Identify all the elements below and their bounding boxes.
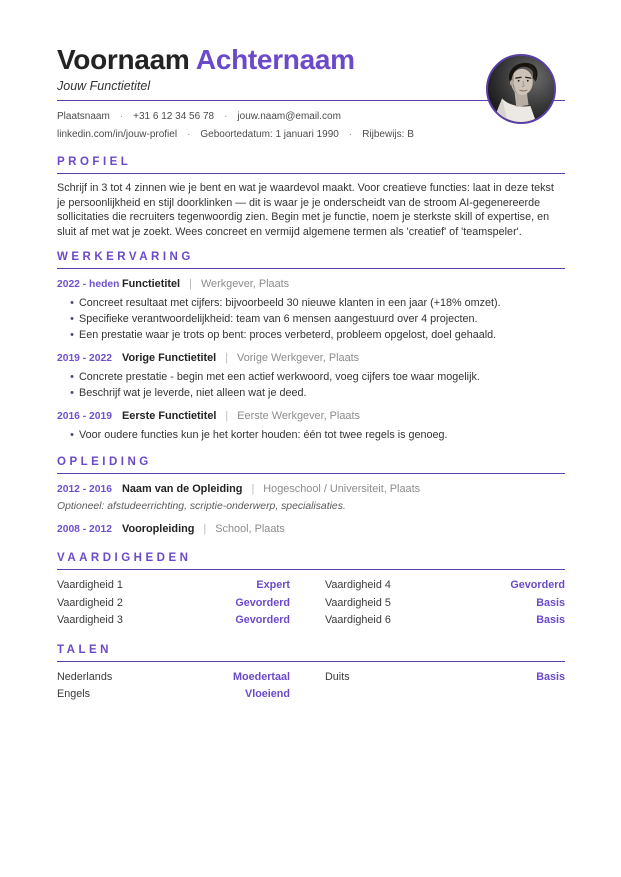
entry-dates: 2019 - 2022 [57,353,112,365]
bullet-icon: • [70,313,74,326]
bullet-list [57,427,565,443]
section-divider [57,569,565,570]
skill-name: Vaardigheid 3 [57,614,123,627]
entry-dates: 2016 - 2019 [57,411,112,423]
section-talen [57,644,565,704]
bullet-text: Concreet resultaat met cijfers: bijvoorbeeld 30 nieuwe klanten in een jaar (+18% omzet). [79,297,501,310]
languages-grid [57,669,565,704]
dot-separator: · [187,129,191,140]
entry-company: Eerste Werkgever, Plaats [237,410,360,423]
bullet-icon: • [70,329,74,342]
section-title-talen: TALEN [57,643,112,656]
bullet-text: Voor oudere functies kun je het korter houden: één tot twee regels is genoeg. [79,429,448,442]
list-item [57,295,565,311]
work-entry-header [57,352,565,365]
pipe-separator: | [189,278,192,291]
language-level: Vloeiend [245,688,290,701]
entry-job-title: Functietitel [122,278,181,291]
dot-separator: · [119,111,124,122]
skill-name: Vaardigheid 4 [325,579,391,592]
dot-separator: · [348,129,353,140]
entry-dates: 2012 - 2016 [57,484,112,496]
skills-row [57,577,565,595]
bullet-text: Specifieke verantwoordelijkheid: team van 6 mensen aangestuurd over 4 projecten. [79,313,478,326]
last-name: Achternaam [195,44,355,75]
list-item [57,427,565,443]
pipe-separator: | [225,352,229,365]
work-entry-header [57,278,565,291]
education-entry-header [57,523,565,536]
entry-dates: 2022 - heden [57,279,120,291]
skill-name: Vaardigheid 5 [325,596,391,609]
entry-degree: Naam van de Opleiding [122,483,243,496]
contact-line-1 [57,108,565,126]
bullet-text: Beschrijf wat je leverde, niet alleen wat je deed. [79,387,307,400]
language-level: Moedertaal [233,670,290,683]
bullet-text: Concrete prestatie - begin met een actief werkwoord, voeg cijfers toe waar mogelijk. [79,371,480,384]
bullet-icon: • [70,371,74,384]
work-entry [57,352,565,401]
entry-company: Vorige Werkgever, Plaats [237,352,360,365]
work-entry [57,278,565,343]
section-title-opleiding: OPLEIDING [57,456,152,469]
bullet-icon: • [70,387,74,400]
language-row [57,686,565,704]
skill-level: Basis [536,596,565,609]
skill-name: Vaardigheid 1 [57,579,123,592]
section-title-vaardigheden: VAARDIGHEDEN [57,552,192,565]
section-divider [57,173,565,174]
section-profiel [57,156,565,239]
bullet-list [57,369,565,401]
entry-dates: 2008 - 2012 [57,524,112,536]
skills-grid [57,577,565,630]
list-item [57,311,565,327]
language-name: Nederlands [57,670,113,683]
list-item [57,369,565,385]
skills-row [57,612,565,630]
work-entry [57,410,565,443]
email-link[interactable]: jouw.naam@email.com [237,111,341,122]
location: Plaatsnaam [57,111,110,122]
section-title-werkervaring: WERKERVARING [57,251,194,264]
work-entry-header [57,410,565,423]
skill-level: Gevorderd [235,596,290,609]
contact-block [57,108,565,144]
first-name: Voornaam [57,44,190,75]
profile-photo [486,54,556,124]
list-item [57,385,565,401]
bullet-icon: • [70,429,74,442]
drivers-license: Rijbewijs: B [362,129,414,140]
birthdate: Geboortedatum: 1 januari 1990 [200,129,339,140]
section-divider [57,268,565,269]
entry-company: Werkgever, Plaats [200,278,290,291]
skill-level: Gevorderd [510,579,565,592]
linkedin-link[interactable]: linkedin.com/in/jouw-profiel [57,129,178,140]
entry-job-title: Vorige Functietitel [122,352,217,365]
language-name: Engels [57,688,91,701]
skill-name: Vaardigheid 6 [325,614,391,627]
section-opleiding [57,456,565,536]
pipe-separator: | [225,410,229,423]
page-title [57,46,565,74]
entry-job-title: Eerste Functietitel [122,410,217,423]
skill-name: Vaardigheid 2 [57,596,123,609]
profile-summary: Schrijf in 3 tot 4 zinnen wie je bent en wat je waardevol maakt. Voor creatieve functies: laat in deze tekst je persoonlijkheid en stijl doorklinken — dit is waar je je onderscheidt van de stroom AI-gegenereerde sollicitaties die recruiters tegenwoordig zien. Begin met je functie, noem je sterkste skill of expertise, en sluit af met wat je zoekt. Wees concreet en vermijd algemene termen als 'creatief' of 'teamspeler'. [57,182,554,238]
bullet-list [57,295,565,343]
skills-row [57,595,565,613]
language-name: Duits [325,670,350,683]
section-vaardigheden [57,552,565,630]
entry-degree: Vooropleiding [122,523,195,536]
portrait-photo-illustration [488,56,554,122]
education-note: Optioneel: afstudeerrichting, scriptie-onderwerp, specialisaties. [57,501,346,513]
job-title: Jouw Functietitel [57,79,151,93]
skill-level: Basis [536,614,565,627]
section-title-profiel: PROFIEL [57,156,132,168]
section-divider [57,661,565,662]
skill-level: Expert [256,579,290,592]
education-entry [57,523,565,536]
contact-line-2 [57,126,565,144]
skill-level: Gevorderd [235,614,290,627]
section-werkervaring [57,251,565,443]
pipe-separator: | [251,483,255,496]
bullet-icon: • [70,297,74,310]
section-divider [57,473,565,474]
bullet-text: Een prestatie waar je trots op bent: proces verbeterd, probleem opgelost, doel gehaald. [79,329,497,342]
list-item [57,327,565,343]
phone-number: +31 6 12 34 56 78 [133,111,215,122]
education-entry [57,483,565,514]
language-level: Basis [536,670,565,683]
language-row [57,669,565,687]
entry-school: School, Plaats [215,523,285,536]
pipe-separator: | [203,523,207,536]
entry-school: Hogeschool / Universiteit, Plaats [263,483,421,496]
education-entry-header [57,483,565,496]
dot-separator: · [224,111,228,122]
